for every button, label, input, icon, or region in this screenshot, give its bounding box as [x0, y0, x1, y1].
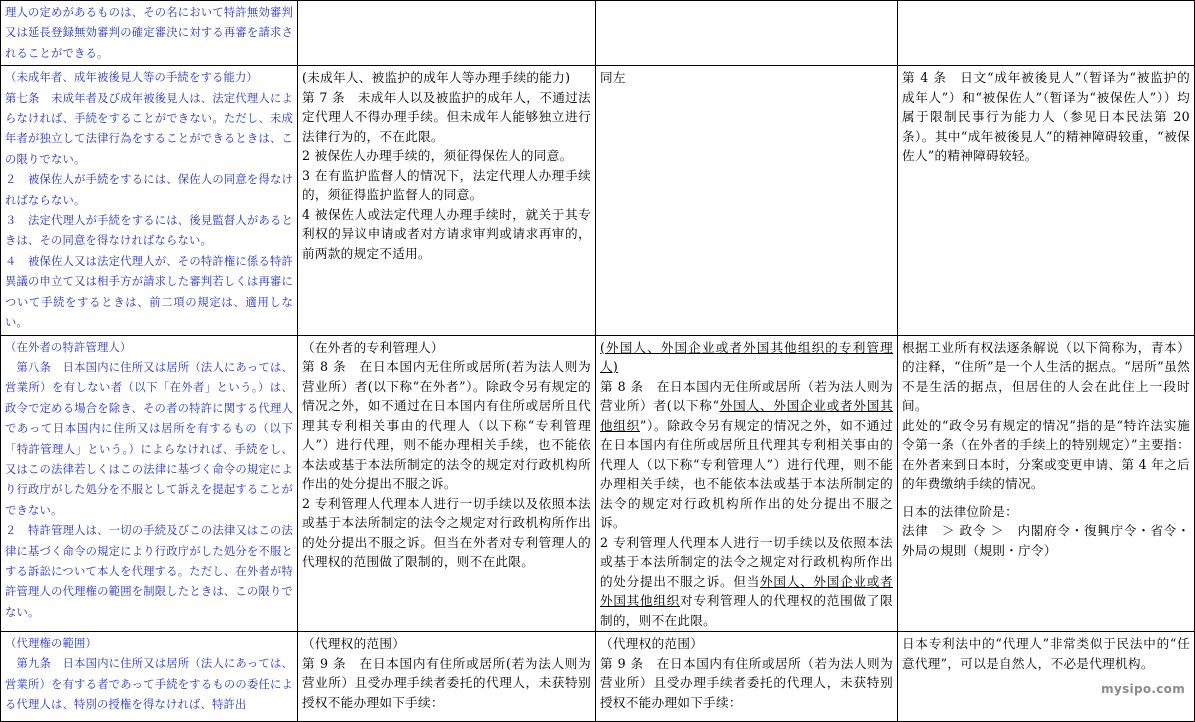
jp-paragraph: ３ 法定代理人が手続をするには、後見監督人があるときは、その同意を得なければならない。	[5, 214, 293, 248]
underlined-term: 外国人、外国企业或者外国其他组织	[600, 398, 893, 433]
cn-paragraph: 第 9 条 在日本国内有住所或居所(若为法人则为营业所）且受办理手续者委托的代理人，未获特别授权不能办理如下手续：	[302, 655, 591, 710]
note-paragraph: 法律 ＞ 政令 ＞ 内閣府令・復興庁令・省令・外局の規則（規則・庁令）	[902, 523, 1190, 558]
jp-article-title: （未成年者、成年被後見人等の手続をする能力）	[5, 71, 258, 85]
table-row	[1, 632, 1195, 722]
cn-law-cell	[298, 1, 596, 66]
text-run: 2 专利管理人代理本人进行一切手续以及依照本法或基于本法所制定的法令之规定对行政机构所作出的处分提出不服之诉。但当	[600, 534, 893, 589]
jp-paragraph: ２ 被保佐人が手続をするには、保佐人の同意を得なければならない。	[5, 173, 293, 207]
jp-article-title: （代理権の範囲）	[5, 637, 97, 650]
cn-translation-cell	[596, 66, 898, 335]
cn-article-title: (未成年人、被监护的成年人等办理手续的能力)	[302, 70, 571, 86]
note-cell	[898, 632, 1195, 722]
note-paragraph: 日本的法律位阶是：	[902, 503, 1019, 519]
note-cell	[898, 1, 1195, 66]
table-row	[1, 1, 1195, 66]
cn-paragraph: 3 在有监护监督人的情况下，法定代理人办理手续的，须征得监护监督人的同意。	[302, 167, 591, 203]
jp-paragraph: ４ 被保佐人又は法定代理人が、その特許権に係る特許異議の申立て又は相手方が請求した審判若しくは再審について手続をするときは、前二項の規定は、適用しない。	[5, 254, 293, 330]
cn-paragraph	[600, 377, 893, 533]
note-paragraph: 此处的“政令另有规定的情况”指的是“特许法实施令第一条（在外者的手续上的特别规定）”主要指：在外者来到日本时，分案或变更申请、第 4 年之后的年费缴纳手续的情况。	[902, 417, 1190, 491]
cn-law-cell	[298, 66, 596, 335]
cn-paragraph	[600, 533, 893, 631]
jp-paragraph: 第七条 未成年者及び成年被後見人は、法定代理人によらなければ、手続をすることができない。ただし、未成年者が独立して法律行為をすることができるときは、この限りでない。	[5, 91, 293, 166]
jp-original-cell	[1, 335, 298, 632]
cn-law-cell	[298, 632, 596, 722]
site-watermark: mysipo.com	[1101, 682, 1185, 696]
underlined-term: 外国人、外国企业或者外国其他组织	[600, 573, 893, 608]
jp-original-cell	[1, 632, 298, 722]
cn-article-title-underlined: (外国人、外国企业或者外国其他组织的专利管理人)	[600, 339, 893, 374]
cn-paragraph: 第 7 条 未成年人以及被监护的成年人，不通过法定代理人不得办理手续。但未成年人能够独立进行法律行为的，不在此限。	[302, 89, 591, 144]
jp-paragraph: 理人の定めがあるものは、その名において特許無効審判又は延長登録無効審判の確定審決に対する再審を請求されることができる。	[5, 6, 293, 60]
jp-paragraph: 第八条 日本国内に住所又は居所（法人にあっては、営業所）を有しない者（以下「在外者」という。）は、政令で定める場合を除き、その者の特許に関する代理人であって日本国内に住所又は居所を有するもの（以下「特許管理人」という。）によらなければ、手続をし、又はこの法律若しくはこの法律に基づく命令の規定により行政庁がした処分を不服として訴えを提起することができない。	[5, 360, 293, 517]
text-run: 对专利管理人的代理权的范围做了限制的，则不在此限。	[600, 593, 893, 628]
cn-article-title: （代理权的范围）	[302, 636, 406, 651]
cn-article-title: （在外者的专利管理人）	[302, 339, 444, 355]
cn-article-title: （代理权的范围）	[600, 636, 704, 651]
blank-line	[902, 494, 1190, 502]
cn-paragraph: 第 8 条 在日本国内无住所或居所(若为法人则为营业所）者(以下称“在外者”）。除政令另有规定的情况之外，如不通过在日本国内有住所或居所且代理其专利相关事由的代理人（以下称“专利管理人”）进行代理，则不能办理相关手续，也不能依本法或基于本法所制定的法令的规定对行政机构所作出的处分提出不服之诉。	[302, 359, 591, 491]
cn-paragraph: 2 被保佐人办理手续的，须征得保佐人的同意。	[302, 148, 573, 164]
cn-paragraph: 4 被保佐人或法定代理人办理手续时，就关于其专利权的异议申请或者对方请求审判或请求再审的，前两款的规定不适用。	[302, 206, 591, 261]
jp-original-cell	[1, 1, 298, 66]
jp-paragraph: ２ 特許管理人は、一切の手続及びこの法律又はこの法律に基づく命令の規定により行政庁がした処分を不服とする訴訟について本人を代理する。ただし、在外者が特許管理人の代理権の範囲を制限したときは、この限りでない。	[5, 524, 293, 619]
table-row	[1, 66, 1195, 335]
text-run: 第 8 条 在日本国内无住所或居所（若为法人则为营业所）者(以下称“	[600, 378, 893, 413]
cn-translation-cell	[596, 1, 898, 66]
note-cell	[898, 335, 1195, 632]
jp-paragraph: 第九条 日本国内に住所又は居所（法人にあっては、営業所）を有する者であって手続をするものの委任による代理人は、特別の授権を得なければ、特許出	[5, 657, 293, 712]
cn-paragraph: 第 9 条 在日本国内有住所或居所（若为法人则为营业所）且受办理手续者委托的代理人，未获特别授权不能办理如下手续：	[600, 655, 893, 710]
cn-translation-cell	[596, 335, 898, 632]
jp-article-title: （在外者の特許管理人）	[5, 340, 132, 354]
cn-law-cell	[298, 335, 596, 632]
jp-original-cell	[1, 66, 298, 335]
note-cell	[898, 66, 1195, 335]
note-paragraph: 根据工业所有权法逐条解说（以下简称为，青本）的注释，“住所”是一个人生活的据点。“居所”虽然不是生活的据点，但居住的人会在此住上一段时间。	[902, 339, 1190, 413]
text-run: ”）。除政令另有规定的情况之外，如不通过在日本国内有住所或居所且代理其专利相关事由的代理人（以下称“专利管理人”）进行代理，则不能办理相关手续，也不能依本法或基于本法所制定的法令的规定对行政机构所作出的处分提出不服之诉。	[600, 417, 894, 530]
note-paragraph: 日本专利法中的“代理人”非常类似于民法中的“任意代理”，可以是自然人，不必是代理机构。	[902, 636, 1190, 671]
same-as-left-text: 同左	[600, 70, 626, 86]
cn-translation-cell	[596, 632, 898, 722]
table-row	[1, 335, 1195, 632]
note-paragraph: 第 4 条 日文“成年被後見人”（暂译为“被监护的成年人”）和“被保佐人”（暂译为“被保佐人”））均属于限制民事行为能力人（参见日本民法第 20 条）。其中“成年被後見人”的精神障碍较重，“被保佐人”的精神障碍较轻。	[902, 70, 1190, 164]
cn-paragraph: 2 专利管理人代理本人进行一切手续以及依照本法或基于本法所制定的法令之规定对行政机构所作出的处分提出不服之诉。但当在外者对专利管理人的代理权的范围做了限制的，则不在此限。	[302, 495, 591, 569]
